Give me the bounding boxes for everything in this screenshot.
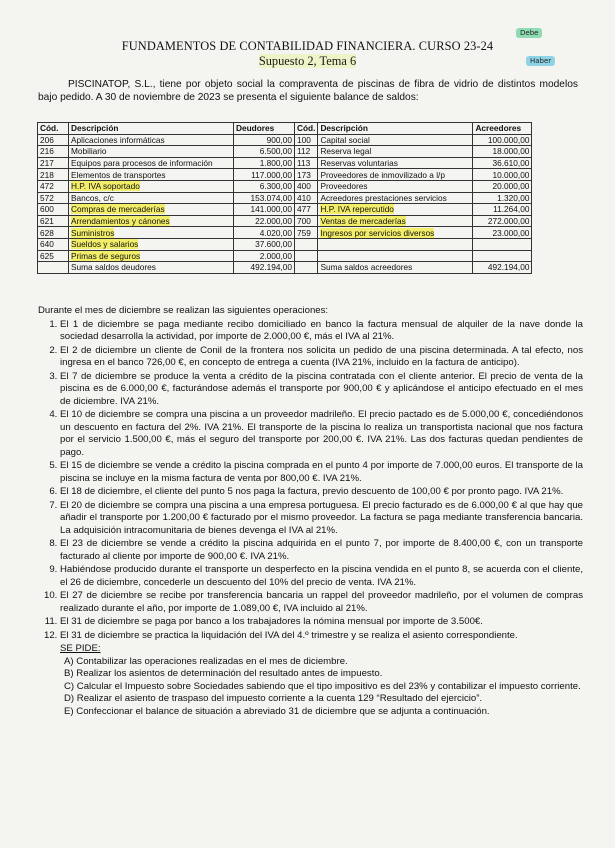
account-code: 216	[38, 146, 69, 158]
debit-amount: 2.000,00	[234, 250, 295, 262]
operations-list	[38, 319, 583, 643]
se-pide-section	[60, 643, 583, 718]
highlight: Ventas de mercaderías	[320, 216, 406, 227]
operation-item: 3. El 7 de diciembre se produce la venta a crédito de la piscina contratada con el cliente anterior. El precio de venta de la piscina es de 6.000,00 €, facturándose además el transporte por 900,00 € y aplicándose el anticipo efectuado en el mes de diciembre. IVA 21%.	[60, 371, 583, 409]
account-code: 572	[38, 192, 69, 204]
balance-row	[38, 204, 532, 216]
account-description	[69, 250, 234, 262]
account-code: 472	[38, 180, 69, 192]
account-description	[318, 238, 473, 250]
account-code: 100	[295, 134, 318, 146]
operations-intro: Durante el mes de diciembre se realizan las siguientes operaciones:	[38, 305, 329, 316]
account-description: Mobiliario	[69, 146, 234, 158]
se-pide-item: D) Realizar el asiento de traspaso del impuesto corriente a la cuenta 129 “Resultado del ejercicio”.	[64, 693, 483, 704]
credit-amount: 10.000,00	[473, 169, 532, 181]
balance-row	[38, 157, 532, 169]
operation-item: 6. El 18 de diciembre, el cliente del punto 5 nos paga la factura, previo descuento de 100,00 € por pronto pago. IVA 21%.	[60, 486, 583, 499]
balance-row	[38, 146, 532, 158]
balance-row	[38, 192, 532, 204]
operations-section	[38, 305, 583, 718]
account-code: 206	[38, 134, 69, 146]
col-deudores: Deudores	[234, 123, 295, 135]
credit-amount: 20.000,00	[473, 180, 532, 192]
operation-item: 5. El 15 de diciembre se vende a crédito la piscina comprada en el punto 4 por importe de 7.000,00 euros. El transporte de la piscina se incluye en la misma factura de venta por 800,00 €. IVA 21%.	[60, 460, 583, 485]
account-code: 759	[295, 227, 318, 239]
account-code: 625	[38, 250, 69, 262]
account-description: Proveedores	[318, 180, 473, 192]
operation-item: 7. El 20 de diciembre se compra una piscina a una empresa portuguesa. El precio facturado es de 6.000,00 € al que hay que añadir el transporte por 1.200,00 € facturado por el mismo proveedor. La factura se paga mediante transferencia bancaria. La adquisición intracomunitaria de bienes devenga el IVA al 21%.	[60, 500, 583, 538]
account-description: Aplicaciones informáticas	[69, 134, 234, 146]
debit-amount: 153.074,00	[234, 192, 295, 204]
account-code: 410	[295, 192, 318, 204]
se-pide-item: C) Calcular el Impuesto sobre Sociedades sabiendo que el tipo impositivo es del 23% y contabilizar el impuesto corriente.	[64, 680, 581, 692]
balance-row	[38, 169, 532, 181]
highlight: Primas de seguros	[71, 250, 141, 261]
highlight: Arrendamientos y cánones	[71, 216, 170, 227]
debit-amount: 117.000,00	[234, 169, 295, 181]
account-description	[69, 215, 234, 227]
credit-amount: 11.264,00	[473, 204, 532, 216]
account-description: Bancos, c/c	[69, 192, 234, 204]
operation-item: 10. El 27 de diciembre se recibe por transferencia bancaria un rappel del proveedor madrileño, por el volumen de compras realizado durante el año, por importe de 1.089,00 €, IVA incluido al 21%.	[60, 590, 583, 615]
se-pide-item: B) Realizar los asientos de determinación del resultado antes de impuesto.	[64, 668, 383, 679]
credit-amount	[473, 238, 532, 250]
sum-deudores-label: Suma saldos deudores	[69, 262, 234, 274]
credit-amount: 272.000,00	[473, 215, 532, 227]
operation-item: 12. El 31 de diciembre se practica la liquidación del IVA del 4.º trimestre y se realiza el asiento correspondiente.	[60, 630, 583, 643]
account-description	[69, 227, 234, 239]
document-subtitle: Supuesto 2, Tema 6	[258, 54, 357, 68]
balance-header-row	[38, 123, 532, 135]
intro-paragraph: PISCINATOP, S.L., tiene por objeto social la compraventa de piscinas de fibra de vidrio de distintos modelos bajo pedido. A 30 de noviembre de 2023 se presenta el siguiente balance de saldos:	[38, 79, 578, 103]
account-code	[295, 250, 318, 262]
operation-item: 1. El 1 de diciembre se paga mediante recibo domiciliado en banco la factura mensual de alquiler de la nave donde la sociedad desarrolla la actividad, por importe de 2.000,00 €, más el IVA al 21%.	[60, 319, 583, 344]
account-description: Reserva legal	[318, 146, 473, 158]
credit-amount: 1.320,00	[473, 192, 532, 204]
credit-amount: 100.000,00	[473, 134, 532, 146]
balance-row	[38, 134, 532, 146]
highlight: Suministros	[71, 227, 115, 238]
sum-deudores-value: 492.194,00	[234, 262, 295, 274]
account-code	[295, 238, 318, 250]
highlight: Compras de mercaderías	[71, 204, 165, 215]
operation-item: 8. El 23 de diciembre se vende a crédito la piscina adquirida en el punto 7, por importe de 8.400,00 €, con un transporte facturado al cliente por importe de 900,00 €. IVA 21%.	[60, 538, 583, 563]
debit-amount: 900,00	[234, 134, 295, 146]
account-description: Proveedores de inmovilizado a l/p	[318, 169, 473, 181]
debit-amount: 141.000,00	[234, 204, 295, 216]
col-code-right: Cód.	[295, 123, 318, 135]
se-pide-item: A) Contabilizar las operaciones realizadas en el mes de diciembre.	[64, 655, 348, 667]
debit-amount: 1.800,00	[234, 157, 295, 169]
col-desc-right: Descripción	[318, 123, 473, 135]
debit-amount: 6.300,00	[234, 180, 295, 192]
account-description: Acreedores prestaciones servicios	[318, 192, 473, 204]
account-code: 400	[295, 180, 318, 192]
credit-amount	[473, 250, 532, 262]
balance-row	[38, 238, 532, 250]
operation-item: 4. El 10 de diciembre se compra una piscina a un proveedor madrileño. El precio pactado es de 5.000,00 €, concediéndonos un descuento en factura del 2%. IVA 21%. El transporte de la piscina lo realiza un transportista nacional que nos factura por el servicio 1.500,00 €, más el seguro del transporte por 200,00 €. IVA 21%. Las dos facturas quedan pendientes de pago.	[60, 409, 583, 459]
account-code: 112	[295, 146, 318, 158]
sticky-note-debe: Debe	[516, 28, 542, 38]
account-description	[318, 204, 473, 216]
col-desc-left: Descripción	[69, 123, 234, 135]
balance-row	[38, 227, 532, 239]
debit-amount: 22.000,00	[234, 215, 295, 227]
sum-acreedores-value: 492.194,00	[473, 262, 532, 274]
operation-item: 9. Habiéndose producido durante el transporte un desperfecto en la piscina vendida en el punto 8, se acuerda con el cliente, el 26 de diciembre, concederle un descuento del 10% del precio de venta. IVA 21%.	[60, 564, 583, 589]
account-description	[318, 250, 473, 262]
highlight: Ingresos por servicios diversos	[320, 227, 435, 238]
balance-row	[38, 215, 532, 227]
account-description	[318, 227, 473, 239]
account-code: 173	[295, 169, 318, 181]
se-pide-label: SE PIDE:	[60, 643, 101, 654]
operation-item: 2. El 2 de diciembre un cliente de Conil de la frontera nos solicita un pedido de una piscina determinada. A tal efecto, nos ingresa en el banco 726,00 €, en concepto de entrega a cuenta (IVA 21%, incluido en la factura de anticipo).	[60, 345, 583, 370]
account-code: 477	[295, 204, 318, 216]
account-code: 640	[38, 238, 69, 250]
account-code: 217	[38, 157, 69, 169]
account-code: 113	[295, 157, 318, 169]
balance-row	[38, 250, 532, 262]
credit-amount: 36.610,00	[473, 157, 532, 169]
sum-acreedores-label: Suma saldos acreedores	[318, 262, 473, 274]
highlight: H.P. IVA repercutido	[320, 204, 394, 215]
account-description	[318, 215, 473, 227]
col-code-left: Cód.	[38, 123, 69, 135]
account-description	[69, 204, 234, 216]
debit-amount: 4.020,00	[234, 227, 295, 239]
sticky-note-haber: Haber	[526, 56, 555, 66]
account-code: 218	[38, 169, 69, 181]
account-code: 700	[295, 215, 318, 227]
balance-sum-row	[38, 262, 532, 274]
account-description: Equipos para procesos de información	[69, 157, 234, 169]
highlight: H.P. IVA soportado	[71, 181, 140, 192]
document-title: FUNDAMENTOS DE CONTABILIDAD FINANCIERA. CURSO 23-24	[121, 39, 494, 53]
account-code: 628	[38, 227, 69, 239]
col-acreedores: Acreedores	[473, 123, 532, 135]
balance-table	[37, 122, 532, 274]
account-description: Capital social	[318, 134, 473, 146]
credit-amount: 23.000,00	[473, 227, 532, 239]
debit-amount: 37.600,00	[234, 238, 295, 250]
highlight: Sueldos y salarios	[71, 239, 139, 250]
balance-row	[38, 180, 532, 192]
account-code: 621	[38, 215, 69, 227]
account-description	[69, 238, 234, 250]
account-description: Reservas voluntarias	[318, 157, 473, 169]
se-pide-item: E) Confeccionar el balance de situación a abreviado 31 de diciembre que se adjunta a continuación.	[64, 705, 490, 717]
credit-amount: 18.000,00	[473, 146, 532, 158]
operation-item: 11. El 31 de diciembre se paga por banco a los trabajadores la nómina mensual por importe de 3.500€.	[60, 616, 583, 629]
account-description	[69, 180, 234, 192]
account-code: 600	[38, 204, 69, 216]
se-pide-list	[60, 656, 583, 719]
debit-amount: 6.500,00	[234, 146, 295, 158]
account-description: Elementos de transportes	[69, 169, 234, 181]
